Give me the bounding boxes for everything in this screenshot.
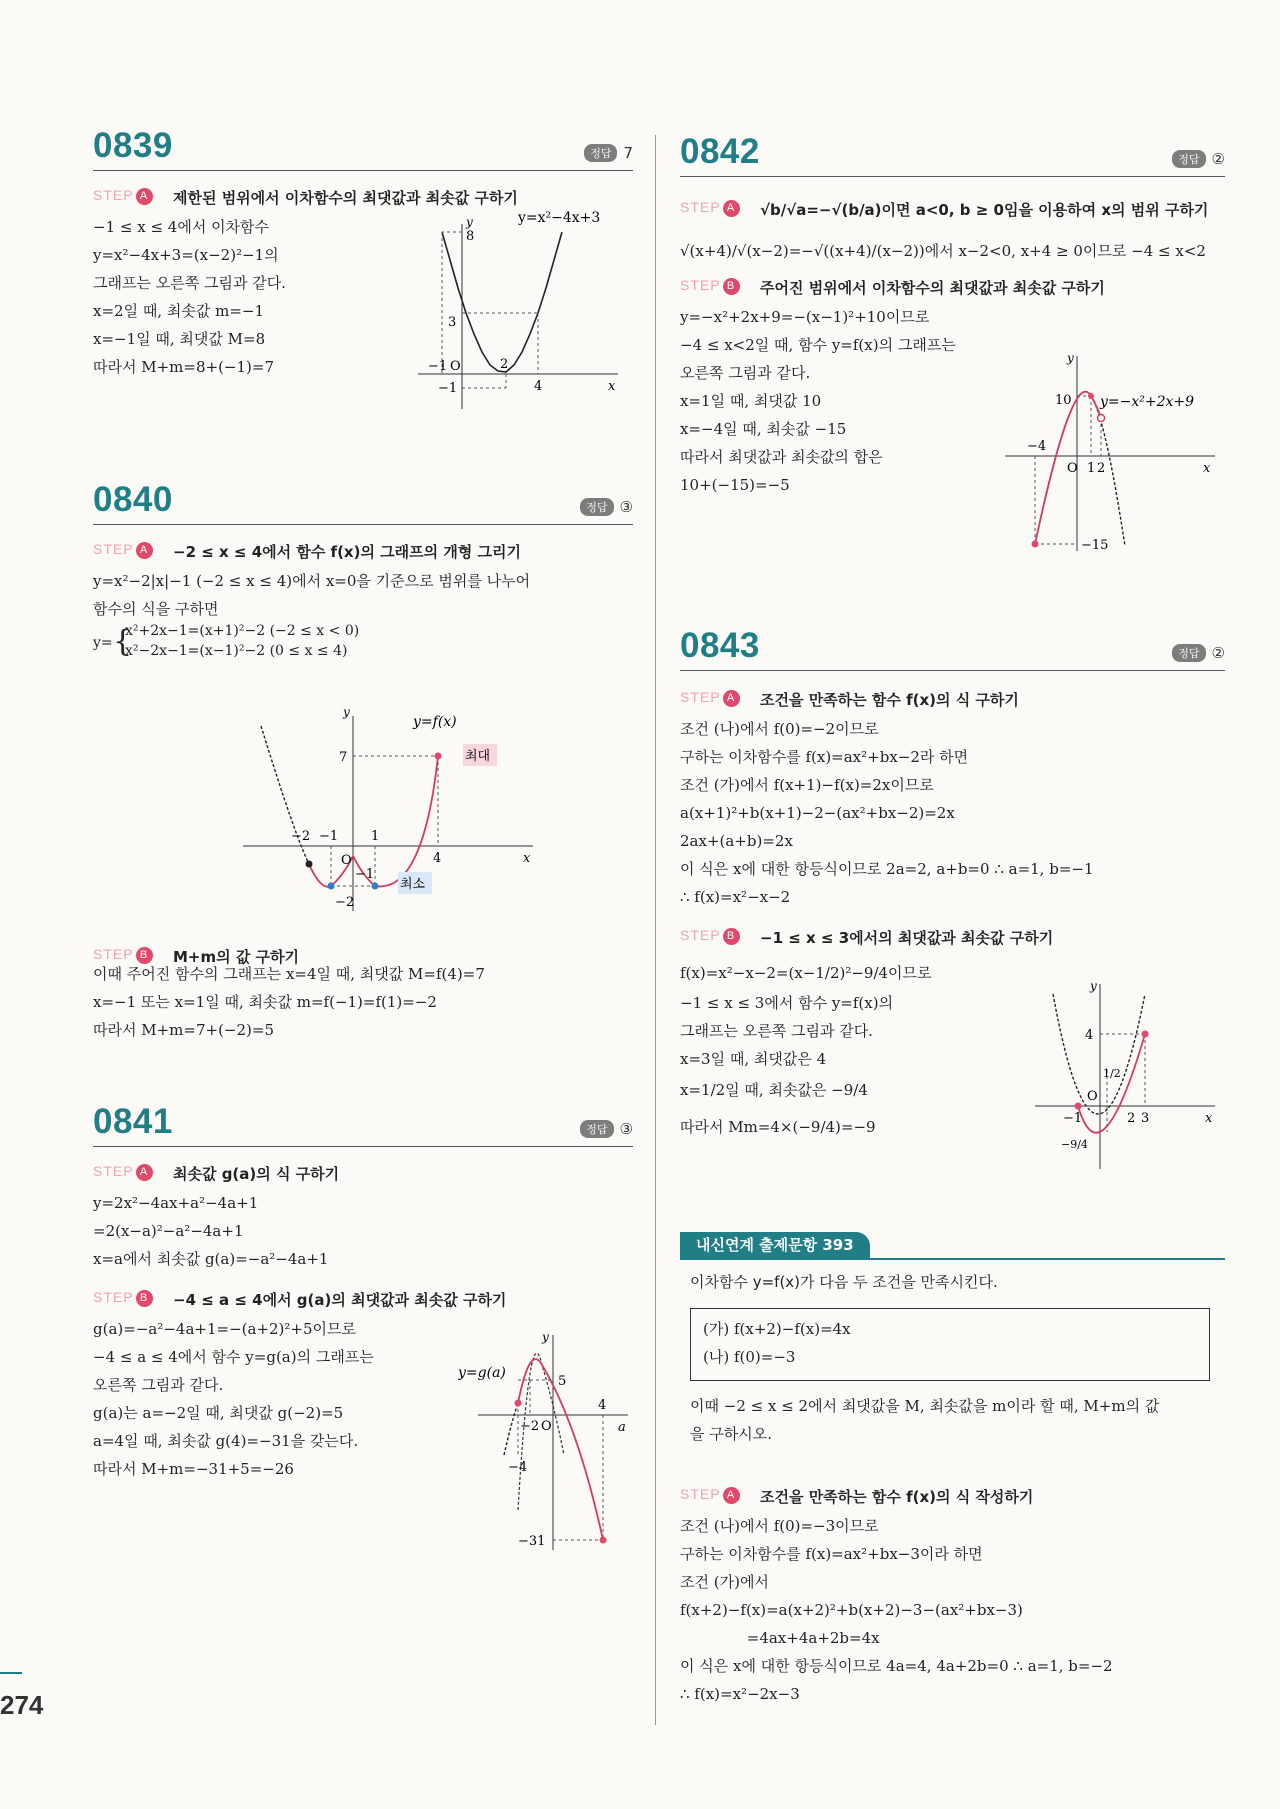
- tick-half: 1/2: [1103, 1067, 1121, 1080]
- y-axis-label: y: [343, 705, 350, 719]
- text-line: 그래프는 오른쪽 그림과 같다.: [680, 1022, 873, 1040]
- origin-label: O: [1087, 1089, 1098, 1104]
- step-title: −1 ≤ x ≤ 3에서의 최댓값과 최솟값 구하기: [760, 929, 1054, 947]
- tick-2: 2: [1097, 461, 1106, 476]
- text-line: x=−4일 때, 최솟값 −15: [680, 420, 847, 438]
- step-label: STEP: [93, 1289, 134, 1305]
- min-point-right: [372, 883, 379, 890]
- tick-1: 1: [371, 829, 380, 844]
- text-line: 10+(−15)=−5: [680, 476, 790, 494]
- text-line: 구하는 이차함수를 f(x)=ax²+bx−2라 하면: [680, 748, 969, 766]
- tick-minus1: −1: [319, 829, 339, 844]
- tick-4: 4: [598, 1398, 607, 1413]
- step-label: STEP: [93, 1163, 134, 1179]
- text-line: x=−1 또는 x=1일 때, 최솟값 m=f(−1)=f(1)=−2: [93, 993, 437, 1011]
- step-badge: A: [136, 542, 153, 559]
- text-line: ∴ f(x)=x²−2x−3: [680, 1685, 800, 1703]
- problem-header: [93, 124, 633, 171]
- text-line: ∴ f(x)=x²−x−2: [680, 888, 791, 906]
- text-line: √(x+4)/√(x−2)=−√((x+4)/(x−2))에서 x−2<0, x+4 ≥ 0이므로 −4 ≤ x<2: [680, 242, 1206, 260]
- tick-y-minus2: −2: [335, 895, 355, 910]
- tick-10: 10: [1055, 393, 1072, 408]
- answer-value: ②: [1211, 644, 1225, 662]
- text-line: 따라서 M+m=7+(−2)=5: [93, 1021, 274, 1039]
- tick-y-minus1: −1: [355, 867, 375, 882]
- text-line: 조건 (나)에서 f(0)=−3이므로: [680, 1517, 879, 1535]
- related-intro: 이차함수 y=f(x)가 다음 두 조건을 만족시킨다.: [690, 1273, 998, 1291]
- related-problem-banner: [680, 1232, 1225, 1260]
- problem-number: 0839: [93, 126, 173, 165]
- piece-2: x²−2x−1=(x−1)²−2 (0 ≤ x ≤ 4): [125, 643, 348, 659]
- step-label: STEP: [93, 187, 134, 203]
- tick-minus-9-4: −9/4: [1061, 1138, 1088, 1151]
- text-line: 이 식은 x에 대한 항등식이므로 4a=4, 4a+2b=0 ∴ a=1, b=−2: [680, 1657, 1113, 1675]
- step-label: STEP: [680, 1486, 721, 1502]
- answer: [1172, 150, 1225, 168]
- step-title: 최솟값 g(a)의 식 구하기: [173, 1165, 340, 1183]
- text-line: f(x)=x²−x−2=(x−1/2)²−9/4이므로: [680, 964, 932, 982]
- answer-badge: 정답: [584, 144, 617, 162]
- text-line: x=1/2일 때, 최솟값은 −9/4: [680, 1081, 868, 1099]
- tick-minus2: −2: [291, 829, 311, 844]
- step-b: [680, 925, 1225, 949]
- text-line: 2ax+(a+b)=2x: [680, 832, 793, 850]
- tick-minus2: −2: [520, 1419, 540, 1434]
- tick-2: 2: [500, 357, 509, 372]
- max-point: [435, 753, 442, 760]
- page-edge-mark: [0, 1672, 22, 1674]
- tick-3: 3: [1141, 1111, 1150, 1126]
- column-divider: [655, 135, 656, 1725]
- text-line: −1 ≤ x ≤ 4에서 이차함수: [93, 218, 270, 236]
- text-line: 조건 (가)에서: [680, 1573, 769, 1591]
- text-line: 그래프는 오른쪽 그림과 같다.: [93, 274, 286, 292]
- step-badge: B: [723, 928, 740, 945]
- problem-0840: [93, 478, 633, 1039]
- y-axis-label: y: [542, 1330, 549, 1344]
- x-axis-label: x: [523, 851, 531, 866]
- text-line: 따라서 최댓값과 최솟값의 합은: [680, 448, 883, 466]
- text-line: x=a에서 최솟값 g(a)=−a²−4a+1: [93, 1250, 329, 1268]
- tick-y-minus1: −1: [438, 381, 458, 396]
- origin-label: O: [450, 359, 461, 374]
- problem-0839: [93, 124, 633, 396]
- step-a: [93, 539, 633, 563]
- tick-7: 7: [339, 750, 348, 765]
- graph-0840: [243, 696, 543, 916]
- solution-text: [680, 715, 1225, 911]
- a-axis-label: a: [618, 1420, 626, 1435]
- text-line: x=2일 때, 최솟값 m=−1: [93, 302, 264, 320]
- text-line: x=1일 때, 최댓값 10: [680, 392, 822, 410]
- step-title: 조건을 만족하는 함수 f(x)의 식 구하기: [760, 691, 1019, 709]
- text-line: 오른쪽 그림과 같다.: [680, 364, 811, 382]
- page-number: 274: [0, 1690, 44, 1720]
- tick-1: 1: [1087, 461, 1096, 476]
- problem-header: [680, 130, 1225, 177]
- text-line: =4ax+4a+2b=4x: [680, 1629, 880, 1647]
- problem-header: [93, 1100, 633, 1147]
- graph-0839: [408, 204, 628, 414]
- brace: {: [113, 624, 133, 659]
- x-axis-label: x: [608, 379, 616, 394]
- min-point-left: [328, 883, 335, 890]
- step-badge: A: [723, 1487, 740, 1504]
- problem-header: [93, 478, 633, 525]
- text-line: y=x²−2|x|−1 (−2 ≤ x ≤ 4)에서 x=0을 기준으로 범위를 나누어: [93, 572, 531, 590]
- x-axis-label: x: [1205, 1111, 1213, 1126]
- tick-2: 2: [1127, 1111, 1136, 1126]
- step-badge: B: [723, 278, 740, 295]
- step-label: STEP: [680, 199, 721, 215]
- tick-minus31: −31: [518, 1534, 546, 1549]
- answer: [1172, 644, 1225, 662]
- answer-value: 7: [623, 144, 633, 162]
- piece-1: x²+2x−1=(x+1)²−2 (−2 ≤ x < 0): [125, 623, 360, 639]
- solution-text: [93, 567, 633, 665]
- related-problem-tab: 내신연계 출제문항 393: [680, 1232, 870, 1258]
- equation-label: y=x²−4x+3: [518, 210, 601, 226]
- text-line: 따라서 M+m=8+(−1)=7: [93, 358, 274, 376]
- step-a: [680, 687, 1225, 711]
- step-badge: A: [136, 188, 153, 205]
- answer: [580, 1120, 633, 1138]
- question-line: 을 구하시오.: [690, 1425, 772, 1443]
- equation-label: y=−x²+2x+9: [1100, 394, 1195, 410]
- text-line: −1 ≤ x ≤ 3에서 함수 y=f(x)의: [680, 994, 894, 1012]
- open-endpoint: [1098, 415, 1105, 422]
- text-line: 조건 (가)에서 f(x+1)−f(x)=2x이므로: [680, 776, 934, 794]
- max-point: [1088, 393, 1094, 399]
- condition-1: (가) f(x+2)−f(x)=4x: [703, 1320, 851, 1338]
- tick-3: 3: [448, 315, 457, 330]
- answer-value: ③: [619, 498, 633, 516]
- problem-number: 0842: [680, 132, 760, 171]
- answer-badge: 정답: [1172, 644, 1205, 662]
- endpoint-left: [1075, 1103, 1082, 1110]
- solution-text: [680, 237, 1225, 265]
- text-line: 따라서 M+m=−31+5=−26: [93, 1460, 294, 1478]
- step-title: √b/√a=−√(b/a)이면 a<0, b ≥ 0임을 이용하여 x의 범위 구하기: [760, 201, 1209, 219]
- y-axis-label: y: [466, 215, 473, 229]
- tick-minus4: −4: [508, 1460, 528, 1475]
- step-title: 제한된 범위에서 이차함수의 최댓값과 최솟값 구하기: [173, 189, 518, 207]
- problem-0843: [680, 624, 1225, 1151]
- step-title: 주어진 범위에서 이차함수의 최댓값과 최솟값 구하기: [760, 279, 1105, 297]
- text-line: 오른쪽 그림과 같다.: [93, 1376, 224, 1394]
- related-solution: [680, 1470, 1225, 1708]
- text-line: a=4일 때, 최솟값 g(4)=−31을 갖는다.: [93, 1432, 359, 1450]
- problem-number: 0840: [93, 480, 173, 519]
- problem-number: 0843: [680, 626, 760, 665]
- step-label: STEP: [680, 277, 721, 293]
- text-line: y=−x²+2x+9=−(x−1)²+10이므로: [680, 308, 930, 326]
- step-badge: B: [136, 947, 153, 964]
- answer-badge: 정답: [1172, 150, 1205, 168]
- tick-5: 5: [558, 1374, 567, 1389]
- answer-badge: 정답: [580, 498, 613, 516]
- answer: [584, 144, 633, 162]
- tick-minus1: −1: [1063, 1111, 1083, 1126]
- text-line: =2(x−a)²−a²−4a+1: [93, 1222, 244, 1240]
- origin-label: O: [541, 1419, 552, 1434]
- text-line: −4 ≤ a ≤ 4에서 함수 y=g(a)의 그래프는: [93, 1348, 374, 1366]
- step-label: STEP: [93, 541, 134, 557]
- text-line: −4 ≤ x<2일 때, 함수 y=f(x)의 그래프는: [680, 336, 956, 354]
- piecewise-lead: y=: [93, 635, 113, 651]
- solution-text: [93, 1189, 633, 1273]
- text-line: y=x²−4x+3=(x−2)²−1의: [93, 246, 279, 264]
- endpoint-right: [600, 1537, 607, 1544]
- step-b: [93, 1287, 633, 1311]
- solution-text-b: [93, 960, 485, 1044]
- text-line: 이때 주어진 함수의 그래프는 x=4일 때, 최댓값 M=f(4)=7: [93, 965, 485, 983]
- graph-0843: [1035, 974, 1220, 1174]
- step-badge: B: [136, 1290, 153, 1307]
- step-b: [680, 275, 1225, 299]
- text-line: 이 식은 x에 대한 항등식이므로 2a=2, a+b=0 ∴ a=1, b=−1: [680, 860, 1094, 878]
- text-line: f(x+2)−f(x)=a(x+2)²+b(x+2)−3−(ax²+bx−3): [680, 1601, 1023, 1619]
- min-point: [1032, 541, 1039, 548]
- equation-label: y=f(x): [413, 714, 457, 730]
- problem-0842: [680, 130, 1225, 553]
- step-badge: A: [723, 690, 740, 707]
- step-a: [93, 1161, 633, 1185]
- step-label: STEP: [680, 927, 721, 943]
- max-label: 최대: [465, 749, 491, 764]
- tick-4: 4: [1085, 1028, 1094, 1043]
- endpoint-left: [306, 861, 313, 868]
- tick-minus15: −15: [1081, 538, 1109, 553]
- y-axis-label: y: [1090, 979, 1097, 993]
- step-label: STEP: [93, 946, 134, 962]
- origin-label: O: [341, 853, 352, 868]
- answer: [580, 498, 633, 516]
- text-line: x=3일 때, 최댓값은 4: [680, 1050, 827, 1068]
- step-title: −2 ≤ x ≤ 4에서 함수 f(x)의 그래프의 개형 그리기: [173, 543, 522, 561]
- step-a: [680, 1484, 1225, 1508]
- text-line: y=2x²−4ax+a²−4a+1: [93, 1194, 259, 1212]
- text-line: 함수의 식을 구하면: [93, 600, 219, 618]
- problem-header: [680, 624, 1225, 671]
- step-label: STEP: [680, 689, 721, 705]
- condition-2: (나) f(0)=−3: [703, 1348, 796, 1366]
- tick-x-minus1: −1: [428, 359, 448, 374]
- text-line: g(a)=−a²−4a+1=−(a+2)²+5이므로: [93, 1320, 356, 1338]
- step-title: −4 ≤ a ≤ 4에서 g(a)의 최댓값과 최솟값 구하기: [173, 1291, 507, 1309]
- step-a: [680, 197, 1225, 221]
- tick-4: 4: [433, 851, 442, 866]
- step-badge: A: [136, 1164, 153, 1181]
- tick-8: 8: [466, 229, 475, 244]
- answer-value: ③: [619, 1120, 633, 1138]
- text-line: x=−1일 때, 최댓값 M=8: [93, 330, 266, 348]
- problem-0841: [93, 1100, 633, 1549]
- problem-number: 0841: [93, 1102, 173, 1141]
- text-line: g(a)는 a=−2일 때, 최댓값 g(−2)=5: [93, 1404, 344, 1422]
- condition-box: [690, 1308, 1210, 1381]
- y-axis-label: y: [1067, 351, 1074, 365]
- solution-text: [680, 1512, 1225, 1708]
- equation-label: y=g(a): [458, 1365, 506, 1381]
- text-line: 조건 (나)에서 f(0)=−2이므로: [680, 720, 879, 738]
- tick-4: 4: [534, 379, 543, 394]
- endpoint-left: [515, 1400, 522, 1407]
- graph-0842: [1005, 346, 1225, 556]
- graph-0841: [458, 1325, 633, 1555]
- step-badge: A: [723, 200, 740, 217]
- question-line: 이때 −2 ≤ x ≤ 2에서 최댓값을 M, 최솟값을 m이라 할 때, M+m의 값: [690, 1397, 1160, 1415]
- piecewise-function: [93, 623, 633, 665]
- x-axis-label: x: [1203, 461, 1211, 476]
- min-label: 최소: [400, 877, 426, 892]
- related-question: [690, 1392, 1159, 1448]
- text-line: a(x+1)²+b(x+1)−2−(ax²+bx−2)=2x: [680, 804, 955, 822]
- max-point: [1142, 1031, 1149, 1038]
- origin-label: O: [1067, 461, 1078, 476]
- answer-badge: 정답: [580, 1120, 613, 1138]
- answer-value: ②: [1211, 150, 1225, 168]
- text-line: 구하는 이차함수를 f(x)=ax²+bx−3이라 하면: [680, 1545, 983, 1563]
- text-line: 따라서 Mm=4×(−9/4)=−9: [680, 1118, 876, 1136]
- step-title: M+m의 값 구하기: [173, 948, 300, 966]
- tick-minus4: −4: [1027, 439, 1047, 454]
- step-title: 조건을 만족하는 함수 f(x)의 식 작성하기: [760, 1488, 1034, 1506]
